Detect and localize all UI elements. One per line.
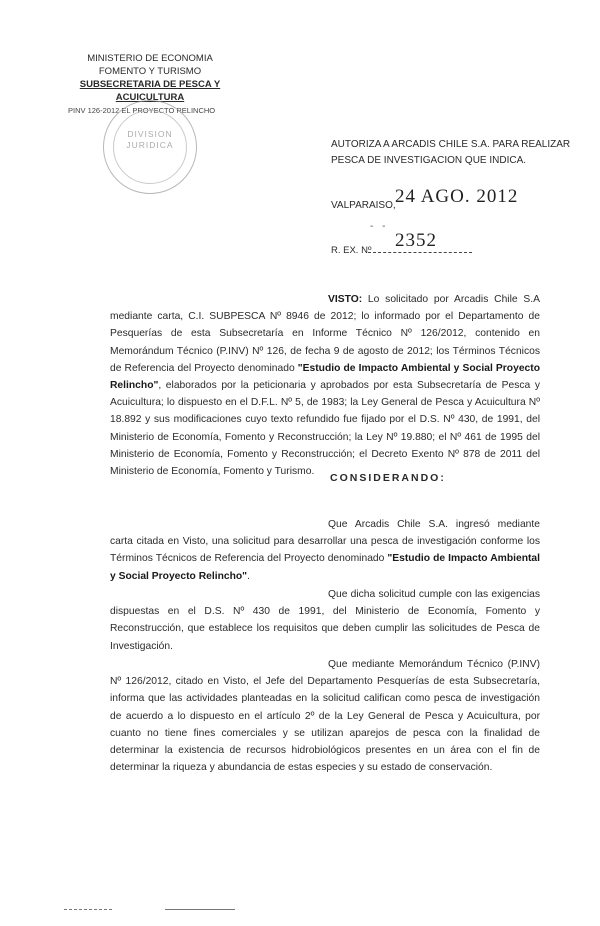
considerando-paragraph-1 <box>110 516 540 585</box>
considerando-heading: CONSIDERANDO: <box>330 472 446 484</box>
division-juridica-stamp <box>103 100 197 194</box>
footer-mark-right <box>165 909 235 910</box>
visto-paragraph <box>110 291 540 480</box>
p1-text-a: Que Arcadis Chile S.A. ingresó mediante carta citada en Visto, una solicitud para desarrollar una pesca de investigación conforme los Términos Técnicos de Referencia del Proyecto denominado <box>110 519 540 565</box>
header-line-fomento: FOMENTO Y TURISMO <box>98 66 202 77</box>
date-underline-mark: - - <box>370 221 389 232</box>
visto-label: VISTO: <box>328 294 363 305</box>
header-line-ministry: MINISTERIO DE ECONOMIA <box>87 53 213 64</box>
p1-text-b: . <box>247 570 250 582</box>
resolution-date: 24 AGO. 2012 <box>395 186 519 207</box>
rex-number: 2352 <box>395 230 437 251</box>
header-line-subsecretaria: SUBSECRETARIA DE PESCA Y ACUICULTURA <box>79 79 221 103</box>
stamp-text <box>104 129 196 151</box>
p1-project-name: "Estudio de Impacto Ambiental y Social Proyecto Relincho" <box>110 553 540 582</box>
resolution-subject: AUTORIZA A ARCADIS CHILE S.A. PARA REALIZAR PESCA DE INVESTIGACION QUE INDICA. <box>331 139 571 166</box>
considerando-paragraph-3: Que mediante Memorándum Técnico (P.INV) Nº 126/2012, citado en Visto, el Jefe del Departamento Pesquerías de esta Subsecretaría, informa que las actividades planteadas en la solicitud califican como pesca de investigación de acuerdo a lo dispuesto en el artículo 2º de la Ley General de Pesca y Acuicultura, por cuanto no tiene fines comerciales y se utilizan aparejos de pesca con la finalidad de determinar la existencia de recursos hidrobiológicos presentes en un área con el fin de determinar la riqueza y abundancia de estas especies y su estado de conservación. <box>110 659 540 774</box>
visto-text-a: Lo solicitado por Arcadis Chile S.A mediante carta, C.I. SUBPESCA Nº 8946 de 2012; lo informado por el Departamento de Pesquerías de esta Subsecretaría en Informe Técnico Nº 126/2012, contenido en Memorándum Técnico (P.INV) Nº 126, de fecha 9 de agosto de 2012; los Términos Técnicos de Referencia del Proyecto denominado <box>110 294 540 374</box>
place-label: VALPARAISO, <box>331 200 396 211</box>
footer-mark-left <box>64 909 112 910</box>
rex-number-line <box>368 252 472 253</box>
rex-label: R. EX. Nº <box>331 245 372 256</box>
stamp-text-line2: JURIDICA <box>126 140 174 150</box>
visto-project-name: "Estudio de Impacto Ambiental y Social Proyecto Relincho" <box>110 362 540 392</box>
header-line-reference: PINV 126-2012 EL PROYECTO RELINCHO <box>68 106 216 115</box>
stamp-text-line1: DIVISION <box>127 129 173 139</box>
visto-text-b: , elaborados por la peticionaria y aprobados por esta Subsecretaría de Pesca y Acuicultura; lo dispuesto en el D.F.L. Nº 5, de 1983; la Ley General de Pesca y Acuicultura Nº 18.892 y sus modificaciones cuyo texto refundido fue fijado por el D.S. Nº 430, de 1991, del Ministerio de Economía, Fomento y Reconstrucción; la Ley Nº 19.880; el Nº 461 de 1995 del Ministerio de Economía, Fomento y Reconstrucción; el Decreto Exento Nº 878 de 2011 del Ministerio de Economía, Fomento y Turismo. <box>110 380 540 478</box>
considerando-paragraph-2: Que dicha solicitud cumple con las exigencias dispuestas en el D.S. Nº 430 de 1991, del Ministerio de Economía, Fomento y Reconstrucción, que establece los requisitos que deben cumplir las solicitudes de Pesca de Investigación. <box>110 589 540 652</box>
